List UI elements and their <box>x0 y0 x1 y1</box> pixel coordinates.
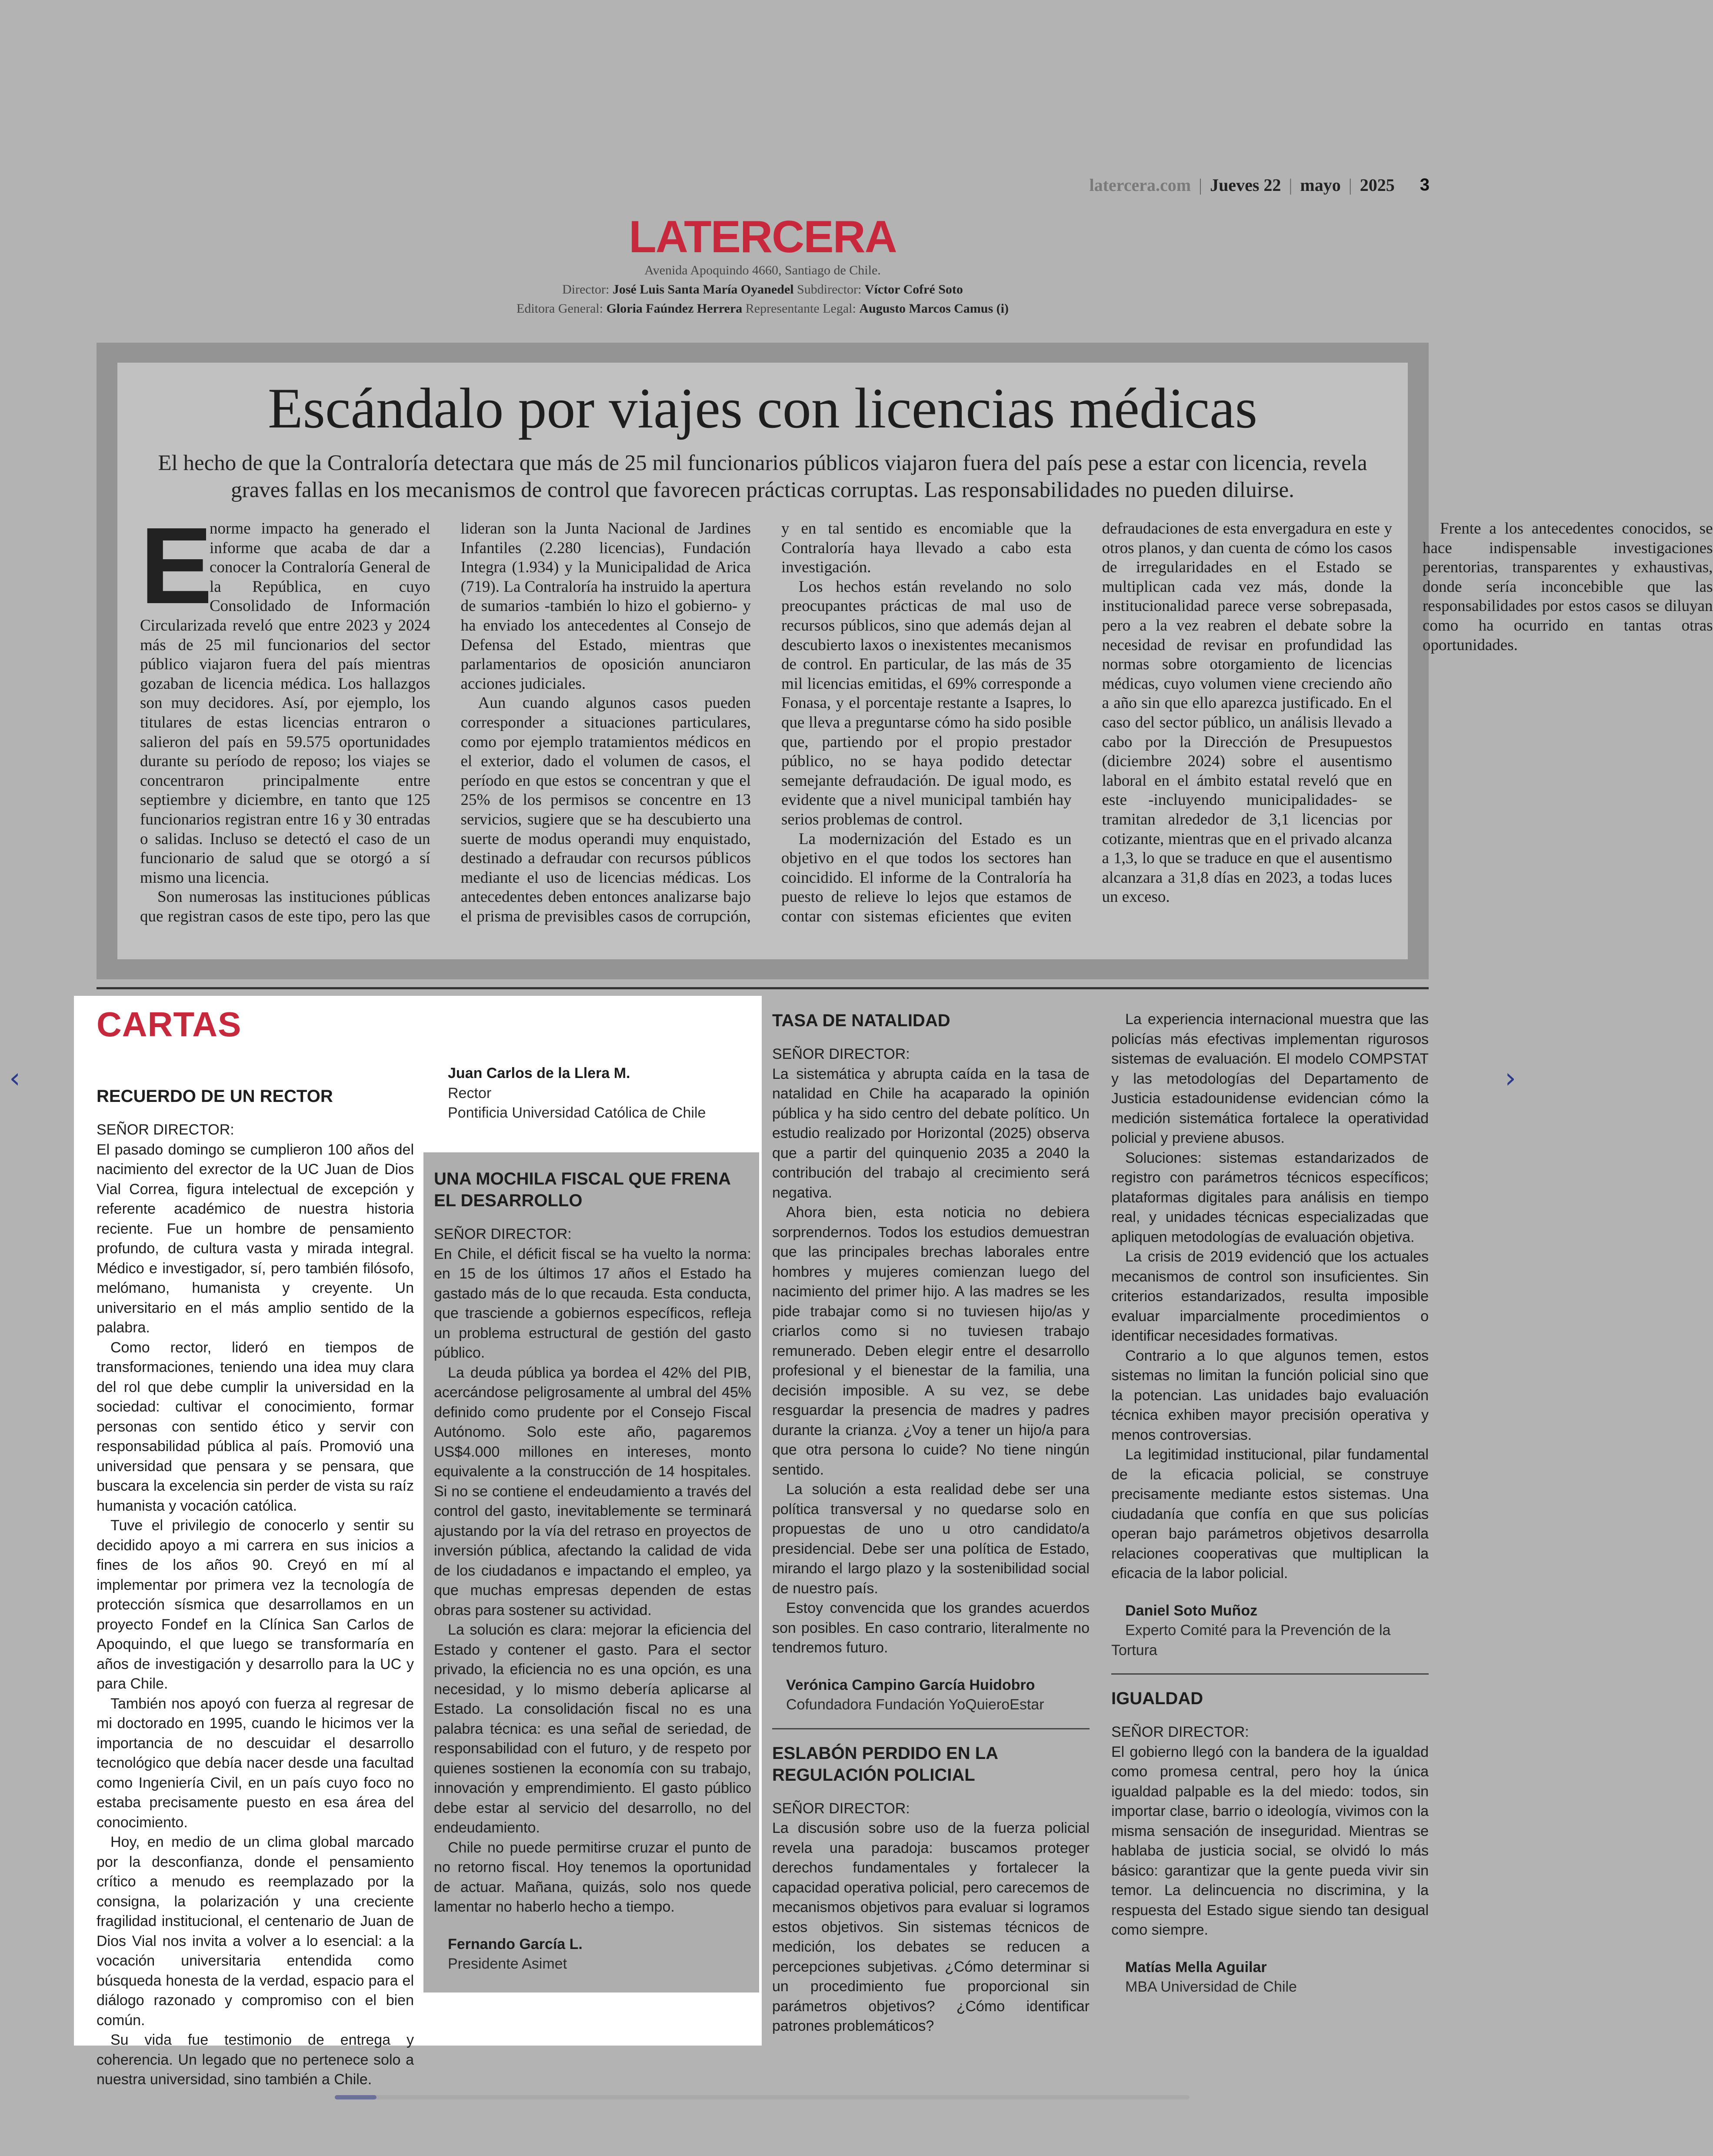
salutation: SEÑOR DIRECTOR: <box>772 1800 910 1817</box>
letter-paragraph: En Chile, el déficit fiscal se ha vuelto la norma: en 15 de los últimos 17 años el Estado ha gastado más de lo que recauda. Esta conducta, que trasciende a gobiernos específicos, refleja un problema estructural de gestión del gasto público. <box>434 1245 751 1361</box>
editora-name: Gloria Faúndez Herrera <box>606 301 743 316</box>
letters-column-1 <box>97 1085 414 2090</box>
signer-role: Experto Comité para la Prevención de la Tortura <box>1111 1622 1391 1659</box>
editorial-paragraph: Frente a los antecedentes conocidos, se hace indispensable investigaciones perentorias, transparentes y exhaustivas, donde sería inconcebible que las responsabilidades por estos casos se diluyan como ha ocurrido en tantas otras oportunidades. <box>1423 520 1713 654</box>
letter-title: RECUERDO DE UN RECTOR <box>97 1087 333 1106</box>
editorial-paragraph: Aun cuando algunos casos pueden corresponder a situaciones particulares, como por ejemplo tratamientos médicos en el exterior, dado el volumen de casos, el período en que estos se concentran y que el 25% de los permisos se concentre en 13 servicios, sugiere que se ha descubierto una suerte de modus operandi muy enquistado, destinado a defraudar con recursos públicos mediante el uso de licencias médicas. Los antecedentes deben entonces analizarse bajo el prisma de previsibles casos de corrupción, y en tal sentido es encomiable que la Contraloría haya llevado a cabo esta investigación. <box>460 520 1072 925</box>
editorial-body <box>140 505 1713 945</box>
letter-paragraph: La experiencia internacional muestra que las policías más efectivas implementan rigurosos sistemas de evaluación. El modelo COMPSTAT y las metodologías del Departamento de Justicia estadounidense evidencian cómo la medición sistemática fortalece la operatividad policial y previene abusos. <box>1111 1011 1429 1146</box>
subdirector-name: Víctor Cofré Soto <box>864 282 963 297</box>
editorial-paragraph: E norme impacto ha generado el informe que acaba de dar a conocer la Contraloría General de la República, en cuyo Consolidado de Información Circularizada reveló que entre 2023 y 2024 más de 25 mil funcionarios del sector público viajaron fuera del país mientras gozaban de licencia médica. Los hallazgos son muy decidores. Así, por ejemplo, los titulares de estas licencias entraron o salieron del país en 59.575 oportunidades durante su período de reposo; los viajes se concentraron principalmente entre septiembre y diciembre, en tanto que 125 funcionarios registran entre 16 y 30 entradas o salidas. Incluso se detectó el caso de un funcionario de salud que se otorgó a sí mismo una licencia. <box>140 505 430 887</box>
letter-paragraph: También nos apoyó con fuerza al regresar de mi doctorado en 1995, cuando le hicimos ver la importancia de no descuidar el desarrollo tecnológico que debía nacer desde una facultad como Ingeniería Civil, en un país cuyo foco no estaba precisamente puesto en esa área del conocimiento. <box>97 1695 414 1831</box>
salutation: SEÑOR DIRECTOR: <box>97 1121 234 1138</box>
prev-page-chevron-left-icon[interactable]: ‹ <box>9 1062 20 1095</box>
signer-role: Rector <box>448 1085 492 1101</box>
address: Avenida Apoquindo 4660, Santiago de Chile. <box>644 263 881 277</box>
letter-paragraph: La sistemática y abrupta caída en la tasa de natalidad en Chile ha acaparado la opinión pública y ha sido centro del debate político. Un estudio realizado por Horizontal (2025) observa que a partir del quinquenio 2035 a 2040 la contribución del trabajo al crecimiento será negativa. <box>772 1065 1090 1201</box>
salutation: SEÑOR DIRECTOR: <box>434 1226 572 1242</box>
letter-paragraph: El gobierno llegó con la bandera de la igualdad como promesa central, pero hoy la única igualdad palpable es la del miedo: todos, sin importar clase, barrio o ideología, vivimos con la misma sensación de inseguridad. Mientras se hablaba de justicia social, se olvidó lo más básico: garantizar que la gente pueda vivir sin temor. La delincuencia no discrimina, y la respuesta del Estado sigue siendo tan desigual como siempre. <box>1111 1743 1429 1938</box>
letter-title: IGUALDAD <box>1111 1689 1203 1708</box>
staff-line-2 <box>0 299 1525 318</box>
salutation: SEÑOR DIRECTOR: <box>772 1046 910 1062</box>
letters-column-2-top <box>434 1011 751 1123</box>
letter-paragraph: Contrario a lo que algunos temen, estos sistemas no limitan la función policial sino que la potencian. Las unidades bajo evaluación técnica exhiben mayor precisión operativa y menos controversias. <box>1111 1347 1429 1443</box>
signer-role: MBA Universidad de Chile <box>1125 1979 1297 1995</box>
letter-signer: Fernando García L. <box>448 1936 583 1952</box>
cartas-logo: CARTAS <box>97 1005 242 1044</box>
letter-divider <box>1111 1673 1429 1675</box>
signer-institution: Pontificia Universidad Católica de Chile <box>448 1105 706 1121</box>
letter-signer: Juan Carlos de la Llera M. <box>448 1065 630 1081</box>
letter-signer: Daniel Soto Muñoz <box>1125 1602 1258 1619</box>
letter-divider <box>772 1728 1090 1729</box>
masthead <box>0 213 1525 318</box>
letter-signer: Matías Mella Aguilar <box>1125 1959 1267 1976</box>
page-scrollbar[interactable] <box>335 2095 1190 2099</box>
letter-paragraph: La discusión sobre uso de la fuerza policial revela una paradoja: buscamos proteger derechos fundamentales y fortalecer la capacidad operativa policial, pero carecemos de mecanismos objetivos para evaluar si logramos estos objetivos. Sin sistemas técnicos de medición, los debates se reducen a percepciones subjetivas. ¿Cómo determinar si un procedimiento fue proporcional sin parámetros objetivos? ¿Cómo identificar patrones problemáticos? <box>772 1820 1090 2034</box>
letters-column-3 <box>772 1010 1090 2036</box>
letter-paragraph: Soluciones: sistemas estandarizados de registro con parámetros técnicos específicos; plataformas digitales para análisis en tiempo real, y unidades técnicas especializadas que apliquen metodologías de evaluación objetiva. <box>1111 1149 1429 1245</box>
subdirector-label: Subdirector: <box>797 282 862 297</box>
letter-paragraph: Como rector, lideró en tiempos de transformaciones, teniendo una idea muy clara del rol que debe cumplir la universidad en la sociedad: cultivar el conocimiento, formar personas con sentido ético y servir con responsabilidad pública al país. Promovió una universidad que pensara y se pensara, que buscara la excelencia sin perder de vista su raíz humanista y vocación católica. <box>97 1339 414 1514</box>
editorial <box>117 363 1713 959</box>
editora-label: Editora General: <box>517 301 603 316</box>
letter-paragraph: Hoy, en medio de un clima global marcado por la desconfianza, donde el pensamiento crítico a menudo es reemplazado por la consigna, la polarización y una creciente fragilidad institucional, el centenario de Juan de Dios Vial nos invita a volver a lo esencial: a la vocación universitaria entendida como búsqueda honesta de la verdad, espacio para el diálogo razonado y compromiso con el bien común. <box>97 1834 414 2029</box>
signer-role: Cofundadora Fundación YoQuieroEstar <box>786 1696 1044 1713</box>
letter-paragraph: La solución es clara: mejorar la eficiencia del Estado y contener el gasto. Para el sector privado, la eficiencia no es una opción, es una necesidad, y lo mismo debería aplicarse al Estado. La consolidación fiscal no es una palabra técnica: es una señal de seriedad, de responsabilidad con el futuro, y de respeto por quienes sostienen la economía con su trabajo, innovación y emprendimiento. El gasto público debe estar al servicio del desarrollo, no del endeudamiento. <box>434 1622 751 1836</box>
letter-paragraph: La crisis de 2019 evidenció que los actuales mecanismos de control son insuficientes. Sin criterios estandarizados, resulta imposible evaluar imparcialmente procedimientos o identificar necesidades formativas. <box>1111 1248 1429 1344</box>
letter-paragraph: La legitimidad institucional, pilar fundamental de la eficacia policial, se construye precisamente mediante estos sistemas. Una ciudadanía que confía en que sus policías operan bajo parámetros objetivos desarrolla relaciones cooperativas que multiplican la eficacia de la labor policial. <box>1111 1446 1429 1582</box>
letter-paragraph: Tuve el privilegio de conocerlo y sentir su decidido apoyo a mi carrera en sus inicios a fines de los años 90. Creyó en mí al implementar por primera vez la tecnología de protección sísmica que desarrollamos en un proyecto Fondef en la Clínica San Carlos de Apoquindo, el que luego se transformaría en años de investigación y desarrollo para la UC y para Chile. <box>97 1517 414 1692</box>
letter-paragraph: Ahora bien, esta noticia no debiera sorprendernos. Todos los estudios demuestran que las principales brechas laborales entre hombres y mujeres comienzan luego del nacimiento del primer hijo. A las madres se les pide trabajar como si no tuviesen hijo/as y criarlos como si no tuviesen trabajo remunerado. Deben elegir entre el desarrollo profesional y el bienestar de la familia, una decisión imposible. A su vez, se debe resguardar la presencia de madres y padres durante la crianza. ¿Voy a tener un hijo/a para que otra persona lo cuide? No tiene ningún sentido. <box>772 1204 1090 1478</box>
site-name: latercera.com <box>1089 175 1191 195</box>
letter-signer: Verónica Campino García Huidobro <box>786 1676 1035 1693</box>
editorial-paragraph: La modernización del Estado es un objetivo en el que todos los sectores han coincidido. El informe de la Contraloría ha puesto de relieve lo lejos que estamos de contar con sistemas eficientes que eviten defraudaciones de esta envergadura en este y otros planos, y dan cuenta de cómo los casos de irregularidades en el Estado se multiplican cada vez más, donde la institucionalidad parece verse sobrepasada, pero a la vez reabren el debate sobre la necesidad de revisar en profundidad las normas sobre otorgamiento de licencias médicas, cuyo volumen viene creciendo año a año sin que ello aparezca justificado. En el caso del sector público, un análisis llevado a cabo por la Dirección de Presupuestos (diciembre 2024) sobre el ausentismo laboral en el ámbito estatal reveló que en este -incluyendo municipalidades- se tramitan alrededor de 3,1 licencias por cotizante, mientras que en el privado alcanza a 1,3, lo que se traduce en que el ausentismo alcanzara a 31,8 días en 2023, a todas luces un exceso. <box>781 520 1392 925</box>
separator: | <box>1199 175 1203 195</box>
signer-role: Presidente Asimet <box>448 1956 567 1972</box>
editorial-paragraph: Los hechos están revelando no solo preocupantes prácticas de mal uso de recursos públicos, sino que además dejan al descubierto laxos o inexistentes mecanismos de control. En particular, de las más de 35 mil licencias emitidas, el 69% corresponde a Fonasa, y el porcentaje restante a Isapres, lo que lleva a preguntarse cómo ha sido posible que, partiendo por el propio prestador público, no se haya podido detectar semejante defraudación. De igual modo, es evidente que a nivel municipal también hay serios problemas de control. <box>781 577 1072 828</box>
rep-name: Augusto Marcos Camus (i) <box>859 301 1009 316</box>
editorial-subtitle: El hecho de que la Contraloría detectara que más de 25 mil funcionarios públicos viajaron fuera del país pese a estar con licencia, revela graves fallas en los mecanismos de control que favorecen prácticas corruptas. Las responsabilidades no pueden diluirse. <box>158 451 1367 502</box>
newspaper-logo: LATERCERA <box>629 212 896 262</box>
rep-label: Representante Legal: <box>745 301 856 316</box>
scrollbar-thumb[interactable] <box>335 2095 377 2099</box>
letter-paragraph: Su vida fue testimonio de entrega y coherencia. Un legado que no pertenece solo a nuestra universidad, sino también a Chile. <box>97 2032 414 2088</box>
letter-paragraph: Chile no puede permitirse cruzar el punto de no retorno fiscal. Hoy tenemos la oportunidad de actuar. Mañana, quizás, solo nos quede lamentar no haberlo hecho a tiempo. <box>434 1839 751 1915</box>
letter-title: UNA MOCHILA FISCAL QUE FRENA EL DESARROLLO <box>434 1169 730 1210</box>
letter-title: ESLABÓN PERDIDO EN LA REGULACIÓN POLICIAL <box>772 1743 998 1785</box>
letter-paragraph: Estoy convencida que los grandes acuerdos son posibles. En caso contrario, literalmente no tendremos futuro. <box>772 1600 1090 1656</box>
letters-column-4 <box>1111 1010 1429 1997</box>
salutation: SEÑOR DIRECTOR: <box>1111 1724 1249 1740</box>
letter-paragraph: La solución a esta realidad debe ser una política transversal y no quedarse solo en propuestas de uno u otro candidato/a presidencial. Debe ser una política de Estado, mirando el largo plazo y la sostenibilidad social de nuestro país. <box>772 1481 1090 1597</box>
next-page-chevron-right-icon[interactable]: › <box>1505 1062 1516 1095</box>
letter-paragraph: La deuda pública ya bordea el 42% del PIB, acercándose peligrosamente al umbral del 45% definido como prudente por el Consejo Fiscal Autónomo. Solo este año, pagaremos US$4.000 millones en intereses, monto equivalente a la construcción de 14 hospitales. Si no se contiene el endeudamiento a través del control del gasto, inevitablemente se terminará ajustando por la vía del retraso en proyectos de inversión pública, afectando la calidad de vida de los ciudadanos e impactando el empleo, ya que muchas empresas dependen de estas obras para sostener su actividad. <box>434 1364 751 1619</box>
page-number: 3 <box>1420 175 1430 194</box>
director-label: Director: <box>562 282 610 297</box>
date-month: mayo <box>1300 175 1341 195</box>
separator: | <box>1289 175 1293 195</box>
director-name: José Luis Santa María Oyanedel <box>612 282 794 297</box>
letters-column-2 <box>434 1168 751 1974</box>
editorial-title: Escándalo por viajes con licencias médicas <box>267 376 1258 440</box>
letter-paragraph: El pasado domingo se cumplieron 100 años del nacimiento del exrector de la UC Juan de Dios Vial Correa, figura intelectual de excepción y referente académico de nuestra historia reciente. Fue un hombre de pensamiento profundo, de cultura vasta y mirada integral. Médico e investigador, sí, pero también filósofo, melómano, humanista y creyente. Un universitario en el más amplio sentido de la palabra. <box>97 1141 414 1336</box>
date-year: 2025 <box>1360 175 1395 195</box>
staff-line-1 <box>0 280 1525 299</box>
date-weekday: Jueves 22 <box>1210 175 1281 195</box>
page-header-bar <box>1089 175 1430 195</box>
letter-title: TASA DE NATALIDAD <box>772 1011 950 1030</box>
drop-cap: E <box>140 505 213 626</box>
editorial-paragraph: Son numerosas las instituciones públicas que registran casos de este tipo, pero las que lideran son la Junta Nacional de Jardines Infantiles (2.280 licencias), Fundación Integra (1.934) y la Municipalidad de Arica (719). La Contraloría ha instruido la apertura de sumarios -también lo hizo el gobierno- y ha enviado los antecedentes al Consejo de Defensa del Estado, mientras que parlamentarios de oposición anunciaron acciones judiciales. <box>140 520 751 925</box>
section-divider <box>97 987 1429 989</box>
separator: | <box>1348 175 1352 195</box>
